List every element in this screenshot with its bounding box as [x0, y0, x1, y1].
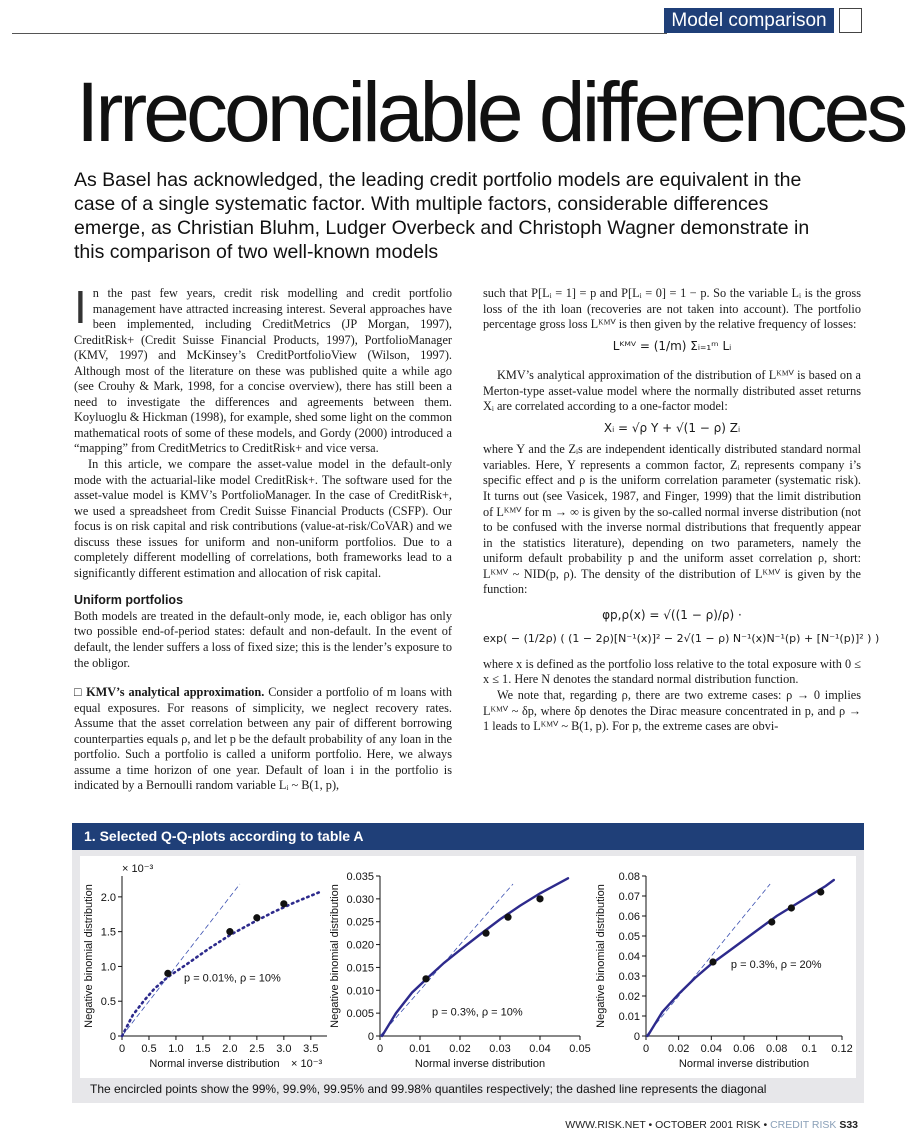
x-tick-label: 0.08: [765, 1043, 788, 1055]
x-tick-label: 0.04: [529, 1043, 551, 1055]
quantile-point: [709, 958, 716, 965]
y-axis-label: Negative binomial distribution: [329, 884, 341, 1028]
y-tick-label: 0.020: [346, 939, 374, 952]
y-tick-label: 0.08: [618, 871, 640, 883]
section-tag: Model comparison: [664, 8, 834, 33]
y-tick-label: 0.02: [618, 991, 640, 1003]
plot-annotation: p = 0.3%, ρ = 10%: [432, 1006, 523, 1019]
y-tick-label: 0.07: [618, 891, 640, 903]
y-tick-label: 1.5: [100, 926, 116, 939]
x-tick-label: 0.1: [801, 1043, 817, 1055]
equation: exp( − (1/2ρ) ( (1 − 2ρ)[N⁻¹(x)]² − 2√(1 − ρ) N⁻¹(x)N⁻¹(p) + [N⁻¹(p)]² ) ): [483, 632, 880, 646]
y-tick-label: 0.025: [346, 916, 374, 929]
quantile-point: [788, 904, 795, 911]
x-tick-label: 0.5: [141, 1043, 157, 1055]
drop-cap: I: [74, 281, 87, 333]
paragraph-text: Consider a portfolio of m loans with equal exposures. For reasons of simplicity, we neglect recovery rates. Assume that the asset correlation between any pair of different borrowing counterparties equals ρ, and let p be the default probability of any loan in the portfolio. Such a portfolio is called a uniform portfolio. Here, we always assume a time horizon of one year. Default of loan i in the portfolio is indicated by a Bernoulli random variable Lᵢ ~ B(1, p),: [74, 685, 452, 793]
x-tick-label: 0.12: [831, 1043, 853, 1055]
quantile-point: [253, 914, 260, 921]
y-tick-label: 0.05: [618, 931, 640, 943]
x-tick-label: 0.02: [449, 1043, 471, 1055]
section-tag-box: [839, 8, 862, 33]
y-tick-label: 0.005: [346, 1008, 374, 1021]
y-multiplier: × 10⁻³: [122, 863, 154, 875]
subheading: Uniform portfolios: [74, 593, 184, 608]
quantile-point: [768, 918, 775, 925]
x-tick-label: 0.06: [733, 1043, 755, 1055]
x-tick-label: 0.02: [667, 1043, 690, 1055]
paragraph: where Y and the Zᵢs are independent identically distributed standard normal variables. Here, Y represents a common factor, Zᵢ represents company i’s specific effect and ρ is the uniform correlation parameter (systematic risk). It turns out (see Vasicek, 1987, and Finger, 1999) that the limit distribution of Lᴷᴹⱽ for m → ∞ is given by the so-called normal inverse distribution (not to be confused with the inverse normal distributions that frequently appear in the statistics literature), depending on two parameters, namely the uniform default probability p and the uniform asset correlation ρ, short: Lᴷᴹⱽ ~ NID(p, ρ). The density of the distribution of Lᴷᴹⱽ is given by the function:: [483, 442, 861, 597]
paragraph: where x is defined as the portfolio loss relative to the total exposure with 0 ≤ x ≤ 1. Here N denotes the standard normal distribution function.: [483, 656, 861, 687]
equation: Xᵢ = √ρ Y + √(1 − ρ) Zᵢ: [603, 420, 741, 435]
y-tick-label: 1.0: [100, 961, 116, 974]
equation: φp,ρ(x) = √((1 − ρ)/ρ) ·: [602, 607, 742, 622]
page-footer: WWW.RISK.NET • OCTOBER 2001 RISK • CREDIT RISK S33: [565, 1119, 858, 1131]
x-tick-label: 0.04: [700, 1043, 723, 1055]
y-tick-label: 0: [367, 1031, 374, 1043]
x-tick-label: 0: [376, 1043, 384, 1055]
y-tick-label: 0.06: [618, 911, 640, 923]
qq-plots: [80, 856, 856, 1078]
body-column-left: [74, 281, 452, 794]
standfirst: As Basel has acknowledged, the leading credit portfolio models are equivalent in the case of a single systematic factor. With multiple factors, considerable differences emerge, as Christian Bluhm, Ludger Overbeck and Christoph Wagner demonstrate in this comparison of two well-known models: [74, 169, 810, 263]
quantile-point: [422, 975, 429, 982]
x-tick-label: 0.05: [569, 1043, 591, 1055]
header-rule: [12, 33, 667, 34]
equation: Lᴷᴹⱽ = (1/m) Σᵢ₌₁ᵐ Lᵢ: [612, 338, 732, 353]
y-tick-label: 2.0: [100, 891, 116, 904]
paragraph: We note that, regarding ρ, there are two extreme cases: ρ → 0 implies Lᴷᴹⱽ ~ δp, where δp denotes the Dirac measure concentrated in p, and ρ → 1 leads to Lᴷᴹⱽ ~ B(1, p). For p, the extreme cases are obvi-: [483, 688, 861, 734]
x-tick-label: 1.0: [168, 1043, 184, 1055]
y-tick-label: 0.5: [100, 996, 116, 1009]
x-tick-label: 3.5: [303, 1043, 319, 1055]
x-tick-label: 0.01: [409, 1043, 431, 1055]
y-tick-label: 0: [633, 1031, 640, 1043]
quantile-point: [536, 895, 543, 902]
y-tick-label: 0.04: [618, 951, 640, 963]
y-tick-label: 0.01: [618, 1011, 640, 1023]
footer-site: WWW.RISK.NET: [565, 1119, 646, 1131]
x-tick-label: 0: [118, 1043, 126, 1055]
y-tick-label: 0.015: [346, 962, 374, 975]
paragraph: [74, 685, 452, 794]
footer-supplement: CREDIT RISK: [770, 1119, 837, 1131]
paragraph-text: n the past few years, credit risk modelling and credit portfolio management have attracted increasing interest. Several approaches have been implemented, including CreditMetrics (JP Morgan, 1997), CreditRisk+ (Credit Suisse Financial Products, 1997), PortfolioManager (KMV, 1997) and McKinsey’s CreditPortfolioView (Wilson, 1997). Although most of the literature on these was published quite a while ago (see Crouhy & Mark, 1998, for a concise overview), there has still been a need to investigate the differences and agreements between them. Koyluoglu & Hickman (1998), for example, shed some light on the common mathematical roots of some of these models, and Gordy (2000) introduced a “mapping” from CreditMetrics to CreditRisk+ and vice versa.: [74, 286, 452, 456]
x-axis-label: Normal inverse distribution: [149, 1058, 280, 1070]
paragraph: Both models are treated in the default-only mode, ie, each obligor has only two possible end-of-period states: default and non-default. In the event of default, the lender suffers a loss of fixed size; this is the lender’s exposure to the obligor.: [74, 608, 452, 670]
figure-heading: 1. Selected Q-Q-plots according to table A: [72, 823, 864, 850]
quantile-point: [226, 928, 233, 935]
body-column-right: [483, 286, 880, 735]
y-tick-label: 0.03: [618, 971, 640, 983]
plot-annotation: p = 0.01%, ρ = 10%: [184, 972, 281, 985]
x-tick-label: 0: [642, 1043, 650, 1055]
footer-date: OCTOBER 2001 RISK: [655, 1119, 761, 1131]
x-axis-label: Normal inverse distribution: [414, 1058, 546, 1070]
y-tick-label: 0: [109, 1031, 116, 1043]
y-tick-label: 0.030: [346, 893, 374, 906]
x-multiplier: × 10⁻³: [291, 1058, 323, 1070]
quantile-point: [817, 888, 824, 895]
x-tick-label: 0.03: [489, 1043, 511, 1055]
qq-curve: [122, 891, 322, 1036]
qq-curve: [648, 880, 834, 1036]
quantile-point: [164, 970, 171, 977]
article-title: Irreconcilable differences: [76, 65, 905, 159]
x-tick-label: 1.5: [195, 1043, 211, 1055]
square-bullet-icon: □: [74, 685, 87, 700]
quantile-point: [280, 900, 287, 907]
x-axis-label: Normal inverse distribution: [678, 1058, 810, 1070]
plot-annotation: p = 0.3%, ρ = 20%: [730, 959, 822, 971]
y-tick-label: 0.035: [346, 871, 374, 883]
paragraph-lead: KMV’s analytical approximation.: [86, 685, 265, 700]
paragraph: such that P[Lᵢ = 1] = p and P[Lᵢ = 0] = 1 − p. So the variable Lᵢ is the gross loss of the ith loan (recoveries are not taken into account). The portfolio percentage gross loss Lᴷᴹⱽ is then given by the relative frequency of losses:: [483, 286, 861, 332]
quantile-point: [482, 930, 489, 937]
page-number: S33: [839, 1119, 858, 1131]
x-tick-label: 2.0: [222, 1043, 238, 1055]
x-tick-label: 3.0: [276, 1043, 292, 1055]
y-axis-label: Negative binomial distribution: [83, 884, 95, 1028]
y-tick-label: 0.010: [346, 985, 374, 998]
paragraph: In this article, we compare the asset-value model in the default-only mode with the actuarial-like model CreditRisk+. The software used for the asset-value model is KMV’s PortfolioManager. In the case of CreditRisk+, we used a spreadsheet from Credit Suisse Financial Products (CSFP). Our focus is on risk capital and risk contributions (value-at-risk/CoVAR) and we discuss these issues for uniform and non-uniform portfolios. Due to a completely different modelling of correlations, both frameworks lead to a significantly different estimation and allocation of risk capital.: [74, 457, 452, 580]
figure-panel: [80, 856, 856, 1078]
quantile-point: [504, 914, 511, 921]
paragraph: [74, 281, 452, 457]
x-tick-label: 2.5: [249, 1043, 265, 1055]
diagonal-line: [122, 884, 240, 1036]
y-axis-label: Negative binomial distribution: [595, 884, 607, 1028]
figure-caption: The encircled points show the 99%, 99.9%, 99.95% and 99.98% quantiles respectively; the dashed line represents the diagonal: [90, 1082, 767, 1096]
paragraph: KMV’s analytical approximation of the distribution of Lᴷᴹⱽ is based on a Merton-type asset-value model where the normally distributed asset returns Xᵢ are correlated according to a one-factor model:: [483, 368, 861, 414]
